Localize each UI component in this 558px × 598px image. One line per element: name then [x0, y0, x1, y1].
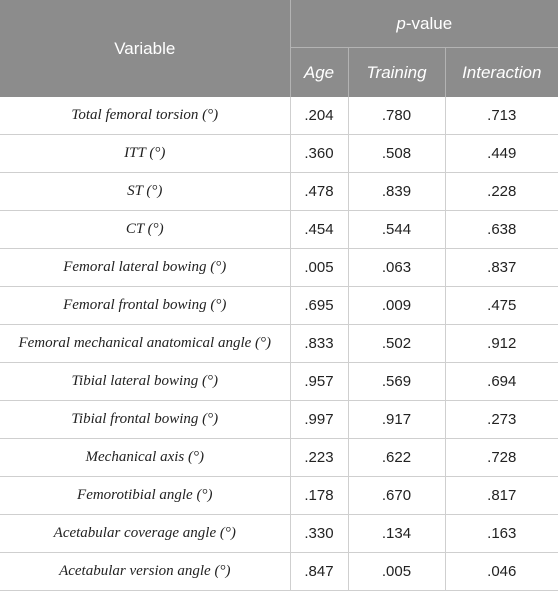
interaction-cell: .837 — [445, 249, 558, 287]
variable-cell: Mechanical axis (°) — [0, 439, 290, 477]
interaction-cell: .046 — [445, 553, 558, 591]
interaction-cell: .912 — [445, 325, 558, 363]
interaction-column-header: Interaction — [445, 48, 558, 98]
variable-cell: ITT (°) — [0, 135, 290, 173]
table-header — [0, 0, 558, 97]
variable-column-header: Variable — [0, 0, 290, 97]
variable-cell: Femoral mechanical anatomical angle (°) — [0, 325, 290, 363]
interaction-cell: .694 — [445, 363, 558, 401]
age-cell: .847 — [290, 553, 348, 591]
variable-cell: Total femoral torsion (°) — [0, 97, 290, 135]
table-row — [0, 363, 558, 401]
table-row — [0, 401, 558, 439]
age-cell: .330 — [290, 515, 348, 553]
training-column-header: Training — [348, 48, 445, 98]
variable-cell: Tibial frontal bowing (°) — [0, 401, 290, 439]
table-row — [0, 211, 558, 249]
table-row — [0, 477, 558, 515]
table-row — [0, 97, 558, 135]
table-row — [0, 287, 558, 325]
pvalue-group-header — [290, 0, 558, 48]
variable-cell: CT (°) — [0, 211, 290, 249]
training-cell: .917 — [348, 401, 445, 439]
training-cell: .005 — [348, 553, 445, 591]
training-cell: .009 — [348, 287, 445, 325]
interaction-cell: .817 — [445, 477, 558, 515]
training-cell: .569 — [348, 363, 445, 401]
variable-cell: Acetabular coverage angle (°) — [0, 515, 290, 553]
variable-cell: Tibial lateral bowing (°) — [0, 363, 290, 401]
age-cell: .957 — [290, 363, 348, 401]
table-row — [0, 439, 558, 477]
variable-cell: Acetabular version angle (°) — [0, 553, 290, 591]
pvalue-suffix: -value — [405, 13, 453, 33]
table-row — [0, 515, 558, 553]
training-cell: .508 — [348, 135, 445, 173]
table-row — [0, 553, 558, 591]
table-row — [0, 249, 558, 287]
interaction-cell: .163 — [445, 515, 558, 553]
interaction-cell: .713 — [445, 97, 558, 135]
interaction-cell: .228 — [445, 173, 558, 211]
age-cell: .833 — [290, 325, 348, 363]
training-cell: .502 — [348, 325, 445, 363]
variable-cell: Femorotibial angle (°) — [0, 477, 290, 515]
interaction-cell: .728 — [445, 439, 558, 477]
age-cell: .178 — [290, 477, 348, 515]
variable-cell: ST (°) — [0, 173, 290, 211]
table-row — [0, 173, 558, 211]
table-row — [0, 135, 558, 173]
interaction-cell: .273 — [445, 401, 558, 439]
age-cell: .005 — [290, 249, 348, 287]
age-cell: .360 — [290, 135, 348, 173]
training-cell: .780 — [348, 97, 445, 135]
pvalue-p-letter: p — [396, 13, 406, 33]
age-cell: .695 — [290, 287, 348, 325]
table-row — [0, 325, 558, 363]
interaction-cell: .638 — [445, 211, 558, 249]
training-cell: .134 — [348, 515, 445, 553]
age-cell: .204 — [290, 97, 348, 135]
training-cell: .670 — [348, 477, 445, 515]
training-cell: .063 — [348, 249, 445, 287]
table-body — [0, 97, 558, 591]
training-cell: .839 — [348, 173, 445, 211]
age-column-header: Age — [290, 48, 348, 98]
age-cell: .478 — [290, 173, 348, 211]
age-cell: .997 — [290, 401, 348, 439]
age-cell: .223 — [290, 439, 348, 477]
variable-cell: Femoral lateral bowing (°) — [0, 249, 290, 287]
variable-cell: Femoral frontal bowing (°) — [0, 287, 290, 325]
training-cell: .544 — [348, 211, 445, 249]
interaction-cell: .475 — [445, 287, 558, 325]
interaction-cell: .449 — [445, 135, 558, 173]
age-cell: .454 — [290, 211, 348, 249]
training-cell: .622 — [348, 439, 445, 477]
